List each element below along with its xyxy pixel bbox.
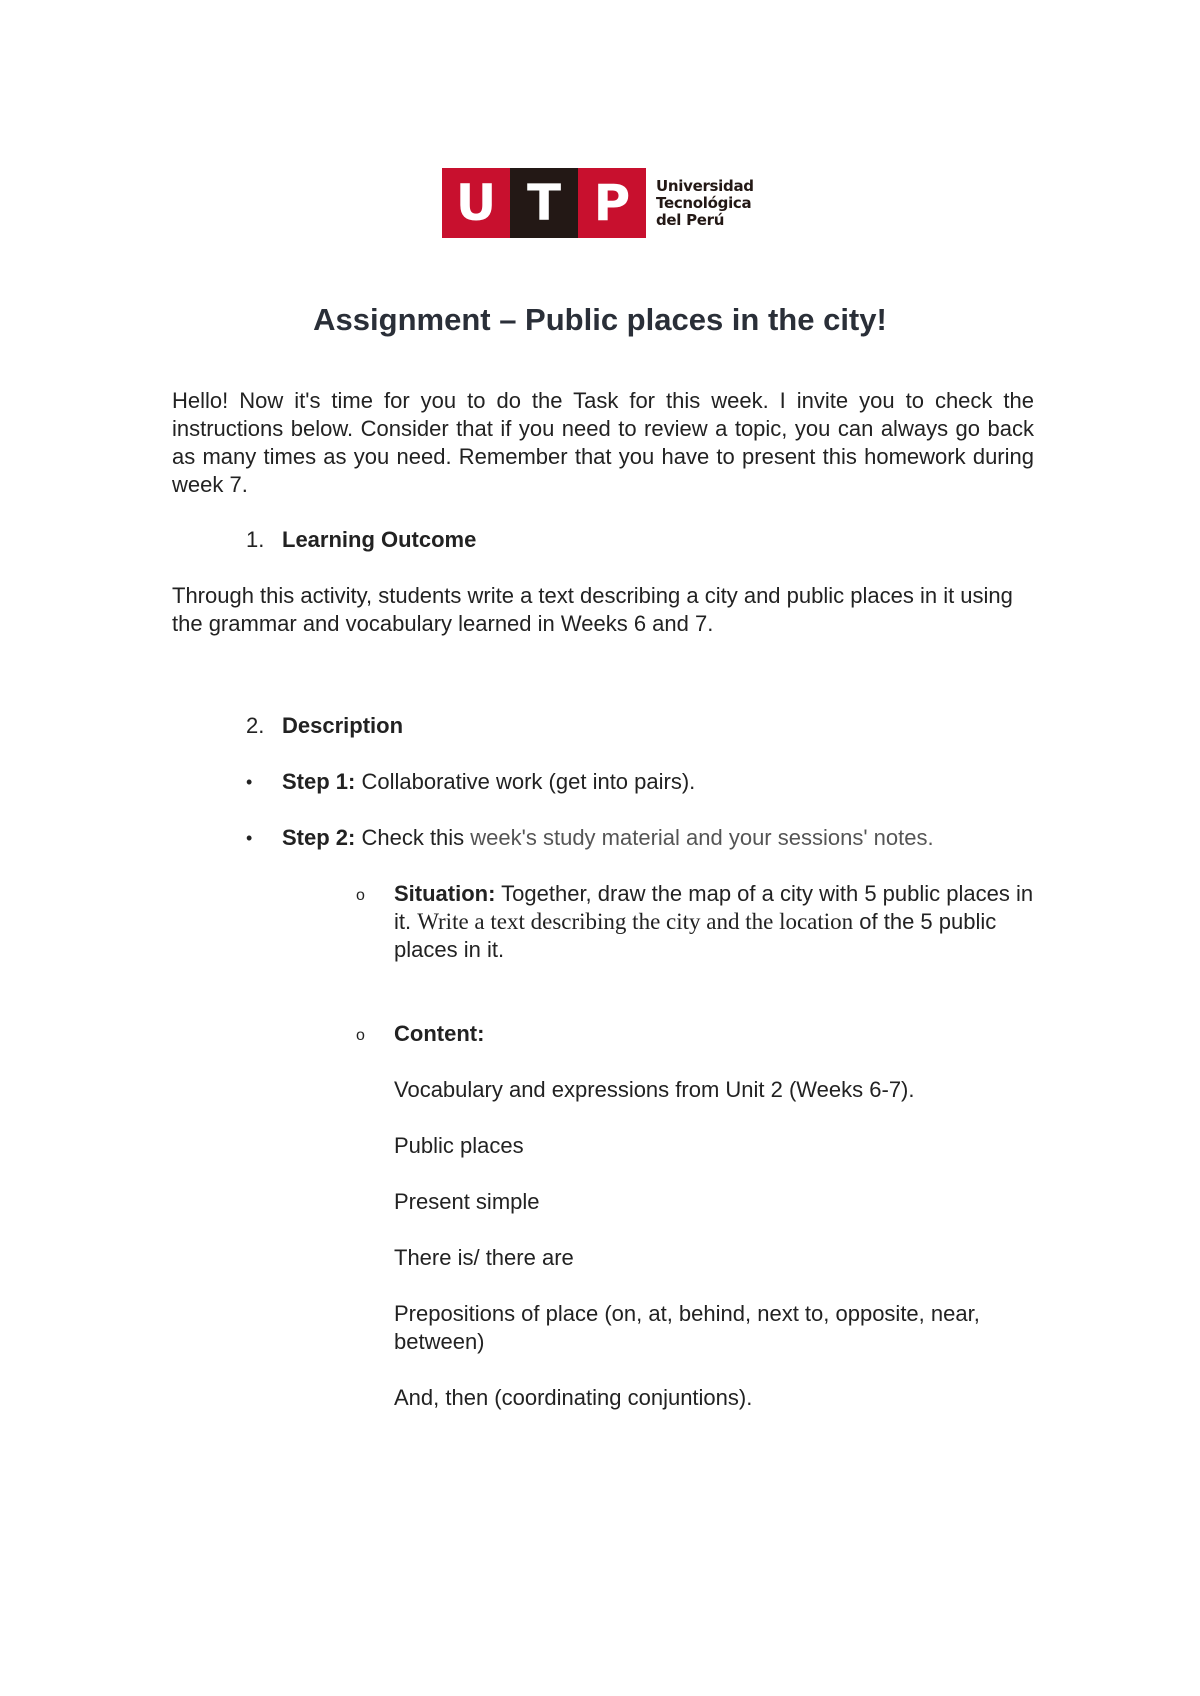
document-title: Assignment – Public places in the city! — [313, 302, 887, 337]
step-1-text: Collaborative work (get into pairs). — [355, 769, 696, 794]
step-2-text-a: Check this — [355, 825, 471, 850]
step-2-text-b: week's study material and your sessions' notes. — [470, 825, 934, 850]
circle-bullet-icon: o — [356, 887, 365, 904]
logo-letter-t: T — [510, 168, 578, 238]
situation-item — [356, 880, 1036, 964]
content-line-6: And, then (coordinating conjuntions). — [394, 1385, 753, 1410]
section-1-heading — [246, 526, 476, 554]
situation-text-a: Together, draw the map of a city with 5 public places in it. — [394, 881, 1034, 934]
section-1-title: Learning Outcome — [282, 527, 477, 552]
situation-label: Situation: — [394, 881, 496, 906]
content-line-4: There is/ there are — [394, 1245, 574, 1270]
logo-blocks — [442, 168, 646, 238]
content-line-2: Public places — [394, 1133, 524, 1158]
logo-letter-u: U — [442, 168, 510, 238]
content-line-1: Vocabulary and expressions from Unit 2 (Weeks 6-7). — [394, 1077, 915, 1102]
logo-text-line-2: Tecnológica — [656, 193, 752, 212]
situation-text-b: of the 5 public places in it. — [394, 909, 997, 962]
learning-outcome-paragraph: Through this activity, students write a text describing a city and public places in it using the grammar and vocabulary learned in Weeks 6 and 7. — [172, 583, 1013, 636]
circle-bullet-icon: o — [356, 1027, 365, 1044]
logo-text-line-3: del Perú — [656, 210, 725, 229]
utp-logo — [442, 168, 754, 238]
content-line-3: Present simple — [394, 1189, 540, 1214]
content-label: Content: — [394, 1021, 485, 1046]
step-1-item — [246, 768, 1036, 796]
section-2-number: 2. — [246, 713, 265, 738]
section-2-heading — [246, 712, 403, 740]
content-line-5: Prepositions of place (on, at, behind, next to, opposite, near, between) — [394, 1301, 980, 1354]
bullet-icon: • — [246, 772, 253, 792]
logo-text — [656, 178, 754, 229]
step-2-label: Step 2: — [282, 825, 356, 850]
logo-text-line-1: Universidad — [656, 176, 754, 195]
step-2-item — [246, 824, 1036, 852]
content-item — [356, 1020, 1036, 1048]
section-1-number: 1. — [246, 527, 265, 552]
bullet-icon: • — [246, 828, 253, 848]
step-1-label: Step 1: — [282, 769, 356, 794]
intro-paragraph: Hello! Now it's time for you to do the Task for this week. I invite you to check the instructions below. Consider that if you need to review a topic, you can always go back as many times as you need. Remember that you have to present this homework during week 7. — [172, 388, 1034, 497]
logo-letter-p: P — [578, 168, 646, 238]
section-2-title: Description — [282, 713, 404, 738]
situation-text-serif: Write a text describing the city and the location — [417, 909, 854, 934]
